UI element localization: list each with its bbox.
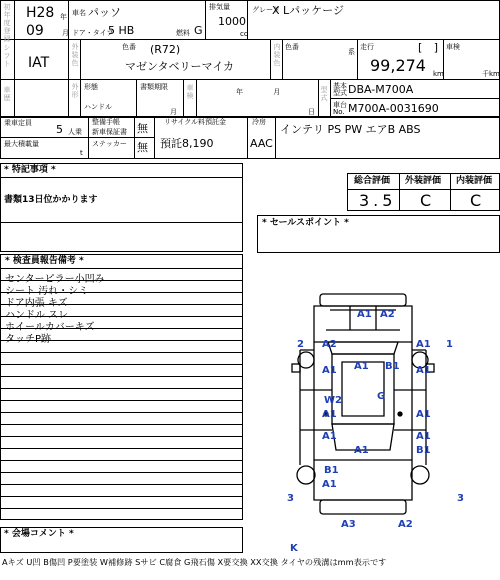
ac-label: 冷房 (252, 118, 266, 126)
fuel-label: 燃料 (176, 29, 190, 37)
model-kata-label: 型式 (320, 86, 328, 102)
mark-w2: W2 (324, 395, 342, 406)
door-type: 5 HB (108, 24, 135, 37)
mark-a2-top: A2 (380, 309, 395, 320)
capacity-value: 5 (56, 123, 63, 136)
mark-a1-rd: A1 (416, 431, 431, 442)
total-score-label: 総合評価 (354, 176, 391, 186)
year-unit: 年 (60, 13, 67, 21)
recycle-value: 預託8,190 (160, 137, 214, 150)
car-history-label: 車歴 (3, 86, 11, 102)
mark-left-a2: A2 (322, 339, 337, 350)
inspector-item: ハンドル スレ (5, 310, 69, 321)
mark-a3-bot: A3 (341, 519, 356, 530)
inspector-item: タッチP跡 (5, 334, 52, 345)
ac-value: AAC (250, 137, 273, 150)
total-score-value: 3.5 (359, 191, 397, 210)
mark-a1-side: A1 (354, 445, 369, 456)
recycle-label: リサイクル料預託金 (164, 118, 227, 126)
mark-a1-side-right: A1 (416, 365, 431, 376)
model-type: DBA-M700A (348, 83, 414, 96)
mark-a1-top: A1 (357, 309, 372, 320)
venue-comment-title: * 会場コメント * (4, 529, 74, 539)
mileage-bracket: [ ] (418, 41, 443, 54)
color-code: (R72) (150, 43, 181, 56)
service-label-1: 整備手帳 (92, 118, 120, 126)
car-name-label: 車名 (72, 9, 86, 17)
inspection-label: 車検 (446, 43, 460, 51)
month-value: 09 (26, 23, 44, 39)
mark-a1-side-left: A1 (322, 365, 337, 376)
inspector-item: ドア内張 キズ (5, 298, 68, 309)
grade-label: グレード (252, 6, 280, 14)
year-value: H28 (26, 5, 55, 21)
handle-label: ハンドル (84, 103, 112, 111)
ext-shape-label: 外形 (71, 83, 79, 99)
special-notes-body: 書類13日位かかります (4, 195, 98, 205)
ext-score-label: 外装評価 (405, 176, 442, 186)
mark-a1-ld: A1 (322, 431, 337, 442)
inspector-item: ホイールカバーキズ (5, 322, 95, 333)
inspection-valid-label: 車検 (186, 84, 194, 100)
mark-right-1: 1 (446, 339, 453, 350)
cc-unit: cc (240, 30, 248, 38)
int-color-label: 内装色 (273, 43, 281, 67)
int-score-label: 内装評価 (456, 176, 493, 186)
mark-b1-ll: B1 (324, 465, 339, 476)
mark-right-a1: A1 (416, 339, 431, 350)
mark-k: K (290, 543, 298, 554)
service-label-2: 新車保証書 (92, 128, 127, 136)
mark-left-3: 3 (287, 493, 294, 504)
grade-value: X Lパッケージ (272, 4, 344, 17)
int-code-unit: 系 (348, 48, 355, 56)
color-name: マゼンタベリーマイカ (125, 60, 235, 73)
shift-label: シフト (3, 44, 11, 68)
model-chassis: M700A-0031690 (348, 102, 439, 115)
reg-label: 初年度登録 (3, 3, 11, 43)
shift-value: IAT (28, 55, 50, 71)
ext-score-value: C (420, 191, 432, 210)
int-code-label: 色番 (285, 43, 299, 51)
pass-label: 書類期限 (140, 83, 168, 91)
inspector-notes-title: * 検査員報告備考 * (5, 256, 84, 266)
special-notes-title: * 特記事項 * (4, 165, 56, 175)
inspector-item: シート 汚れ・シミ (5, 286, 89, 297)
month-unit: 月 (62, 29, 69, 37)
mileage-value: 99,274 (370, 56, 426, 75)
equipment-value: インテリ PS PW エアB ABS (280, 123, 421, 136)
door-label: ドア・タイプ (72, 29, 114, 37)
mileage-unit: km (433, 70, 444, 78)
mileage-unit-2: 千km (482, 70, 500, 78)
model-label-1: 基本型式 (333, 82, 347, 97)
ext-color-label: 外装色 (71, 43, 79, 67)
pass-month-label: 月 (170, 108, 177, 116)
weight-unit: t (80, 149, 83, 157)
mark-a1-rdoor: A1 (416, 409, 431, 420)
inspection-day-label: 日 (308, 108, 315, 116)
fuel-value: G (194, 24, 203, 37)
mark-b1-rl: B1 (416, 445, 431, 456)
int-score-value: C (470, 191, 482, 210)
service-value-2: 無 (137, 141, 148, 154)
inspector-notes-box (0, 254, 243, 520)
mileage-label: 走行 (360, 43, 374, 51)
sticker-label: ステッカー (92, 140, 127, 148)
mark-a2-bot: A2 (398, 519, 413, 530)
displacement-label: 排気量 (209, 3, 230, 11)
model-label-2: 車台No. (333, 101, 347, 116)
mark-a1-lw: A1 (322, 479, 337, 490)
car-name: パッソ (88, 6, 121, 19)
displacement-value: 1000 (218, 15, 246, 28)
mark-a1-w: A1 (322, 409, 337, 420)
shape-label: 形態 (84, 83, 98, 91)
mark-left-2: 2 (297, 339, 304, 350)
service-value-1: 無 (137, 122, 148, 135)
capacity-label: 乗車定員 (4, 119, 32, 127)
mark-b1-mid: B1 (385, 361, 400, 372)
special-notes-continuation (0, 222, 243, 252)
mark-right-3: 3 (457, 493, 464, 504)
mark-g: G (377, 391, 386, 402)
sales-point-title: * セールスポイント * (262, 218, 349, 228)
color-label: 色番 (122, 43, 136, 51)
mark-a1-mid: A1 (354, 361, 369, 372)
capacity-unit: 人乗 (68, 128, 82, 136)
inspection-unit: 年 月 (236, 88, 281, 96)
legend: Aキズ U凹 B傷凹 P要塗装 W補修跡 Sサビ C腐食 G飛石傷 X要交換 XX交換 タイヤの残溝はmm表示です (2, 557, 387, 567)
weight-label: 最大積載量 (4, 140, 39, 148)
inspector-item: センターピラー小凹み (5, 274, 105, 285)
